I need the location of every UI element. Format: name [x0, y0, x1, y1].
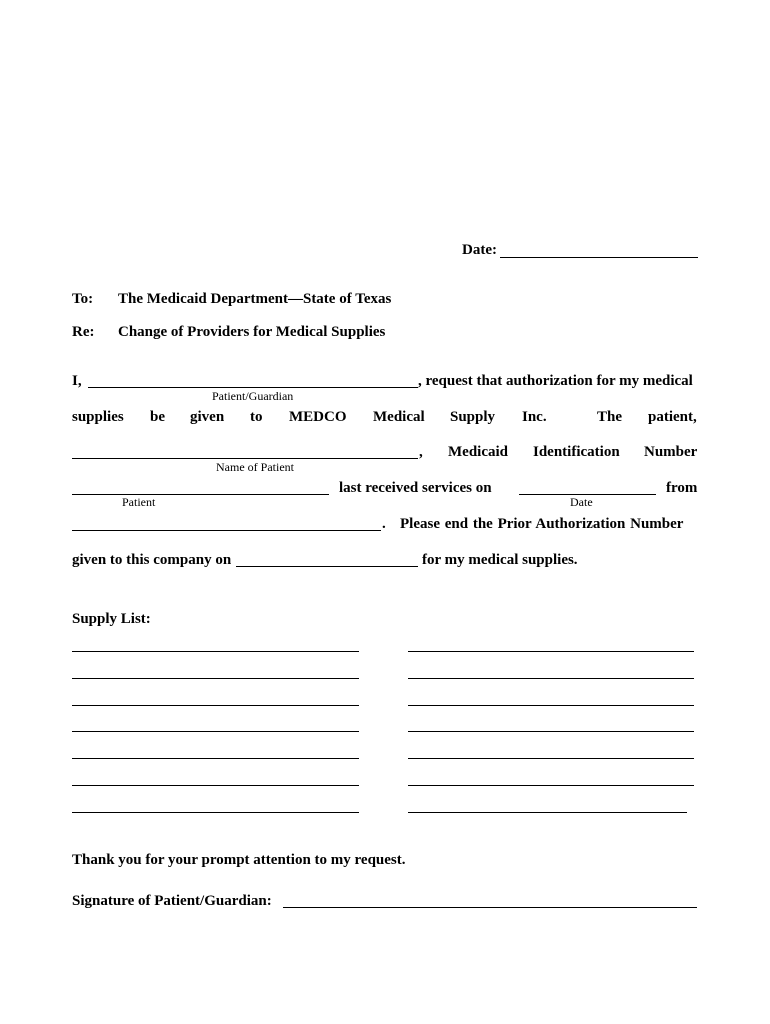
given-prefix: given to this company on — [72, 552, 232, 568]
to-recipient: The Medicaid Department—State of Texas — [118, 291, 392, 307]
word-inc: Inc. — [522, 409, 547, 425]
supply-line-right[interactable] — [408, 758, 694, 759]
name-of-patient-field[interactable] — [72, 458, 418, 459]
supply-line-left[interactable] — [72, 651, 359, 652]
thank-you-text: Thank you for your prompt attention to my request. — [72, 852, 406, 868]
supply-line-right[interactable] — [408, 678, 694, 679]
caption-name-of-patient: Name of Patient — [216, 460, 294, 474]
comma: , — [419, 444, 423, 460]
supply-line-left[interactable] — [72, 731, 359, 732]
supply-line-right[interactable] — [408, 731, 694, 732]
i-prefix: I, — [72, 373, 82, 389]
last-received-text: last received services on — [339, 480, 492, 496]
patient-medicaid-number-field[interactable] — [72, 494, 329, 495]
word-to: to — [250, 409, 263, 425]
please-end-text: Please end the Prior Authorization Number — [400, 516, 684, 532]
authorization-date-field[interactable] — [236, 566, 418, 567]
patient-guardian-field[interactable] — [88, 387, 418, 388]
caption-patient: Patient — [122, 495, 156, 509]
supply-list-label: Supply List: — [72, 611, 151, 627]
word-the: The — [597, 409, 623, 425]
to-label: To: — [72, 291, 94, 307]
re-subject: Change of Providers for Medical Supplies — [118, 324, 386, 340]
supply-line-left[interactable] — [72, 785, 359, 786]
supply-line-left[interactable] — [72, 812, 359, 813]
word-supplies: supplies — [72, 409, 124, 425]
word-given: given — [190, 409, 225, 425]
supply-line-right[interactable] — [408, 812, 687, 813]
caption-date: Date — [570, 495, 593, 509]
word-supply: Supply — [450, 409, 496, 425]
word-medco: MEDCO — [289, 409, 347, 425]
date-field[interactable] — [500, 257, 698, 258]
given-suffix: for my medical supplies. — [422, 552, 578, 568]
word-medical: Medical — [373, 409, 425, 425]
supply-line-right[interactable] — [408, 705, 694, 706]
signature-label: Signature of Patient/Guardian: — [72, 893, 272, 909]
supply-line-left[interactable] — [72, 705, 359, 706]
period: . — [382, 516, 386, 532]
caption-patient-guardian: Patient/Guardian — [212, 389, 294, 403]
supply-line-left[interactable] — [72, 758, 359, 759]
request-text: , request that authorization for my medical — [418, 373, 693, 389]
date-label: Date: — [462, 242, 497, 258]
word-be: be — [150, 409, 165, 425]
word-medicaid: Medicaid — [448, 444, 508, 460]
word-identification: Identification — [533, 444, 620, 460]
supply-line-right[interactable] — [408, 785, 694, 786]
supply-line-right[interactable] — [408, 651, 694, 652]
word-patient: patient, — [648, 409, 697, 425]
from-text: from — [666, 480, 698, 496]
supply-line-left[interactable] — [72, 678, 359, 679]
re-label: Re: — [72, 324, 95, 340]
word-number: Number — [644, 444, 698, 460]
signature-field[interactable] — [283, 907, 697, 908]
previous-provider-field[interactable] — [72, 530, 381, 531]
